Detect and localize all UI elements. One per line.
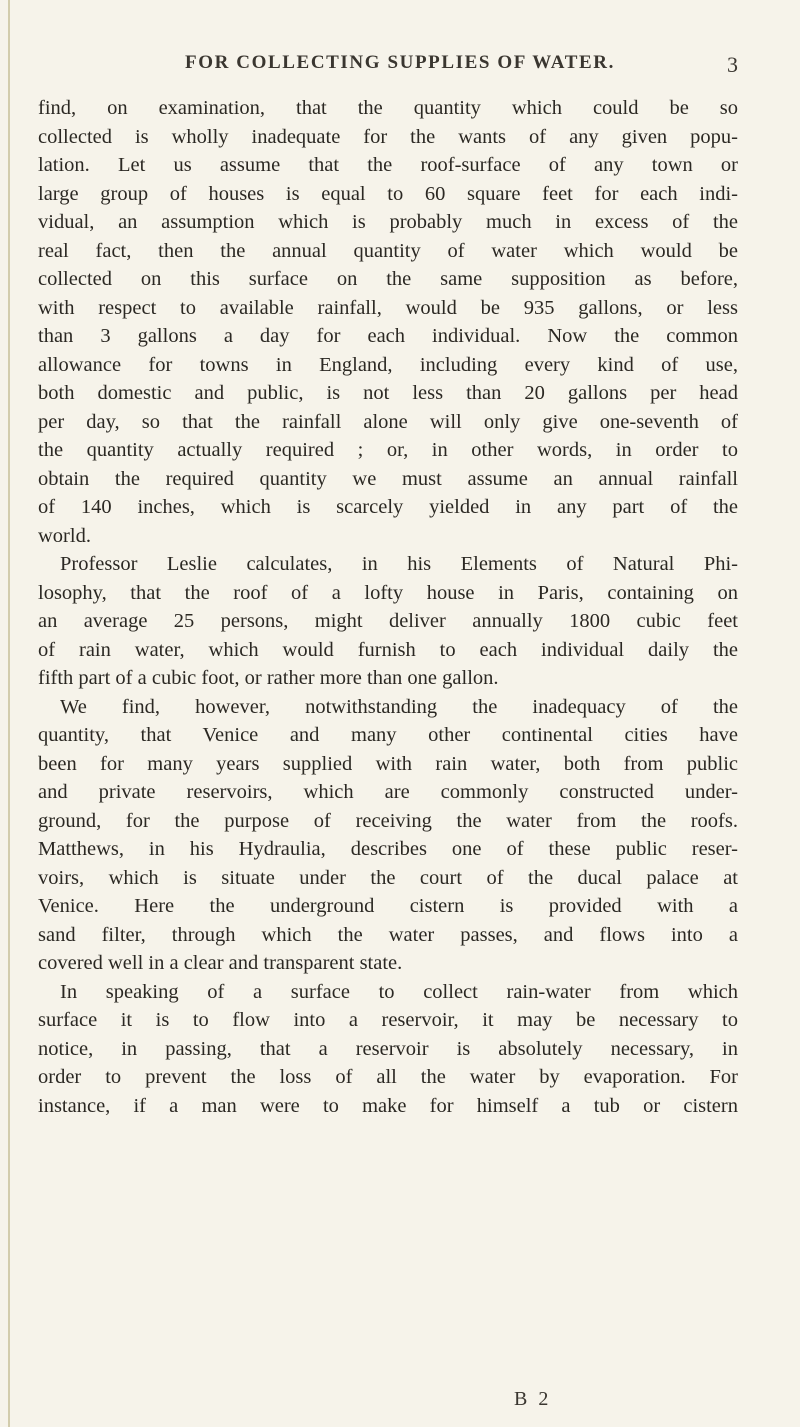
text-line: per day, so that the rainfall alone will only give one-seventh of <box>38 410 738 433</box>
text-line: instance, if a man were to make for himself a tub or cistern <box>38 1094 738 1117</box>
running-title: FOR COLLECTING SUPPLIES OF WATER. <box>185 52 615 73</box>
text-line: an average 25 persons, might deliver annually 1800 cubic feet <box>38 610 738 632</box>
page-number: 3 <box>727 52 738 77</box>
text-line: than 3 gallons a day for each individual. Now the common <box>38 325 738 347</box>
text-line: losophy, that the roof of a lofty house in Paris, containing on <box>38 581 738 604</box>
text-line: large group of houses is equal to 60 square feet for each indi- <box>38 182 738 205</box>
text-line: with respect to available rainfall, would be 935 gallons, or less <box>38 296 738 319</box>
text-line: vidual, an assumption which is probably much in excess of the <box>38 211 738 233</box>
signature-mark: B 2 <box>514 1388 552 1410</box>
text-line: allowance for towns in England, including every kind of use, <box>38 353 738 376</box>
text-line: the quantity actually required ; or, in other words, in order to <box>38 439 738 461</box>
text-line: real fact, then the annual quantity of water which would be <box>38 239 738 262</box>
text-line: world. <box>38 524 91 547</box>
text-line: We find, however, notwithstanding the inadequacy of the <box>60 695 738 718</box>
text-line: ground, for the purpose of receiving the water from the roofs. <box>38 809 738 832</box>
text-line: lation. Let us assume that the roof-surface of any town or <box>38 154 738 176</box>
text-line: both domestic and public, is not less than 20 gallons per head <box>38 382 738 404</box>
body-text <box>38 94 738 1120</box>
text-line: order to prevent the loss of all the water by evaporation. For <box>38 1066 738 1088</box>
text-line: Matthews, in his Hydraulia, describes one of these public reser- <box>38 838 738 860</box>
text-line: and private reservoirs, which are commonly constructed under- <box>38 781 738 803</box>
text-line: surface it is to flow into a reservoir, it may be necessary to <box>38 1009 738 1031</box>
text-line: covered well in a clear and transparent state. <box>38 952 403 974</box>
running-head <box>0 52 800 82</box>
text-line: sand filter, through which the water passes, and flows into a <box>38 923 738 946</box>
text-line: obtain the required quantity we must assume an annual rainfall <box>38 467 738 490</box>
text-line: collected is wholly inadequate for the wants of any given popu- <box>38 125 738 148</box>
text-line: Professor Leslie calculates, in his Elements of Natural Phi- <box>60 553 738 575</box>
text-line: voirs, which is situate under the court of the ducal palace at <box>38 866 738 889</box>
text-line: fifth part of a cubic foot, or rather more than one gallon. <box>38 667 499 689</box>
text-line: been for many years supplied with rain water, both from public <box>38 752 738 775</box>
page-gutter-edge <box>8 0 10 1427</box>
text-line: collected on this surface on the same supposition as before, <box>38 268 738 290</box>
text-line: Venice. Here the underground cistern is provided with a <box>38 895 738 917</box>
text-line: quantity, that Venice and many other continental cities have <box>38 724 738 746</box>
text-line: of 140 inches, which is scarcely yielded in any part of the <box>38 496 738 518</box>
text-line: notice, in passing, that a reservoir is absolutely necessary, in <box>38 1037 738 1060</box>
text-line: find, on examination, that the quantity which could be so <box>38 97 738 119</box>
text-line: In speaking of a surface to collect rain-water from which <box>60 980 738 1003</box>
text-line: of rain water, which would furnish to each individual daily the <box>38 638 738 661</box>
